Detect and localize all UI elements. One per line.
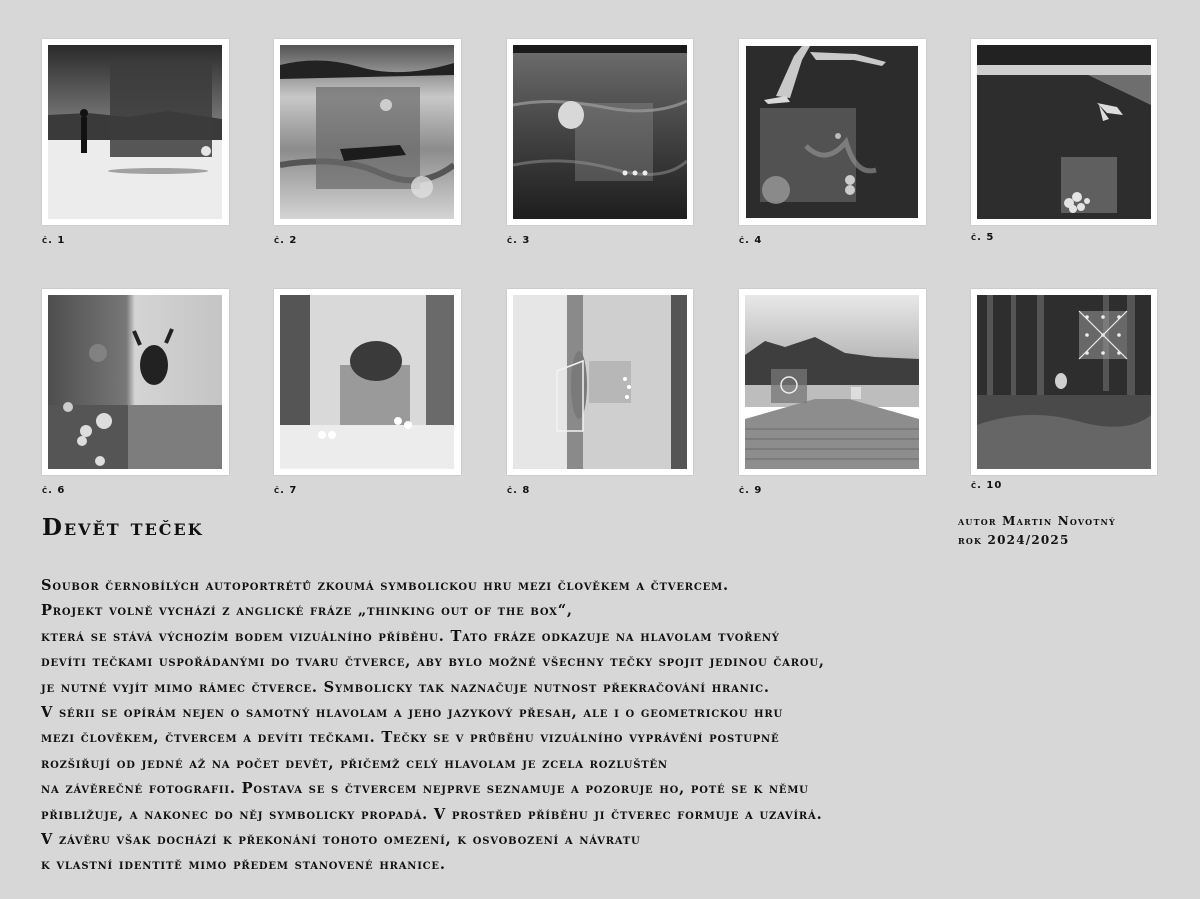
photo-frame-9[interactable]	[739, 289, 926, 475]
photo-caption-9: č. 9	[739, 485, 763, 496]
photo-caption-1: č. 1	[42, 235, 66, 246]
photo-caption-6: č. 6	[42, 485, 66, 496]
photo-3-image	[513, 45, 687, 219]
photo-caption-7: č. 7	[274, 485, 298, 496]
photo-frame-5[interactable]	[971, 39, 1157, 225]
description-line: která se stává výchozím bodem vizuálního příběhu. Tato fráze odkazuje na hlavolam tvořený	[41, 627, 780, 645]
description-line: Projekt volně vychází z anglické fráze „thinking out of the box“,	[41, 602, 573, 620]
photo-frame-7[interactable]	[274, 289, 461, 475]
photo-4-image	[746, 46, 918, 218]
photo-frame-3[interactable]	[507, 39, 693, 225]
description-line: Soubor černobílých autoportrétů zkoumá symbolickou hru mezi člověkem a čtvercem.	[41, 577, 729, 594]
description-line: přibližuje, a nakonec do něj symbolicky propadá. V prostřed příběhu ji čtverec formuje a uzavírá.	[41, 805, 823, 823]
photo-1-image	[48, 45, 222, 219]
photo-7-image	[280, 295, 454, 469]
project-description	[41, 573, 1191, 878]
description-line: devíti tečkami uspořádanými do tvaru čtverce, aby bylo možné všechny tečky spojit jedinou čarou,	[41, 653, 825, 671]
photo-caption-2: č. 2	[274, 235, 298, 246]
description-line: V závěru však dochází k překonání tohoto omezení, k osvobození a návratu	[41, 830, 641, 848]
description-line: mezi člověkem, čtvercem a devíti tečkami. Tečky se v průběhu vizuálního vyprávění postupně	[41, 729, 780, 747]
photo-frame-6[interactable]	[42, 289, 229, 475]
photo-frame-2[interactable]	[274, 39, 461, 225]
project-title: Devět teček	[42, 514, 204, 541]
photo-5-image	[977, 45, 1151, 219]
photo-frame-10[interactable]	[971, 289, 1157, 475]
photo-caption-8: č. 8	[507, 485, 531, 496]
description-line: k vlastní identitě mimo předem stanovené hranice.	[41, 856, 446, 874]
description-line: V sérii se opírám nejen o samotný hlavolam a jeho jazykový přesah, ale i o geometrickou hru	[41, 703, 784, 721]
photo-caption-4: č. 4	[739, 235, 763, 246]
photo-10-image	[977, 295, 1151, 469]
photo-caption-5: č. 5	[971, 232, 995, 243]
project-author: autor Martin Novotný	[958, 514, 1116, 528]
photo-caption-10: č. 10	[971, 480, 1003, 491]
photo-frame-4[interactable]	[739, 39, 926, 225]
photo-8-image	[513, 295, 687, 469]
photo-2-image	[280, 45, 454, 219]
photo-6-image	[48, 295, 222, 469]
photo-caption-3: č. 3	[507, 235, 531, 246]
description-line: na závěrečné fotografii. Postava se s čtvercem nejprve seznamuje a pozoruje ho, poté se k němu	[41, 780, 809, 798]
photo-frame-8[interactable]	[507, 289, 693, 475]
description-line: rozšiřují od jedné až na počet devět, přičemž celý hlavolam je zcela rozluštěn	[41, 754, 668, 772]
project-year: rok 2024/2025	[958, 533, 1070, 547]
description-line: je nutné vyjít mimo rámec čtverce. Symbolicky tak naznačuje nutnost překračování hranic.	[41, 678, 770, 696]
photo-frame-1[interactable]	[42, 39, 229, 225]
photo-9-image	[745, 295, 919, 469]
